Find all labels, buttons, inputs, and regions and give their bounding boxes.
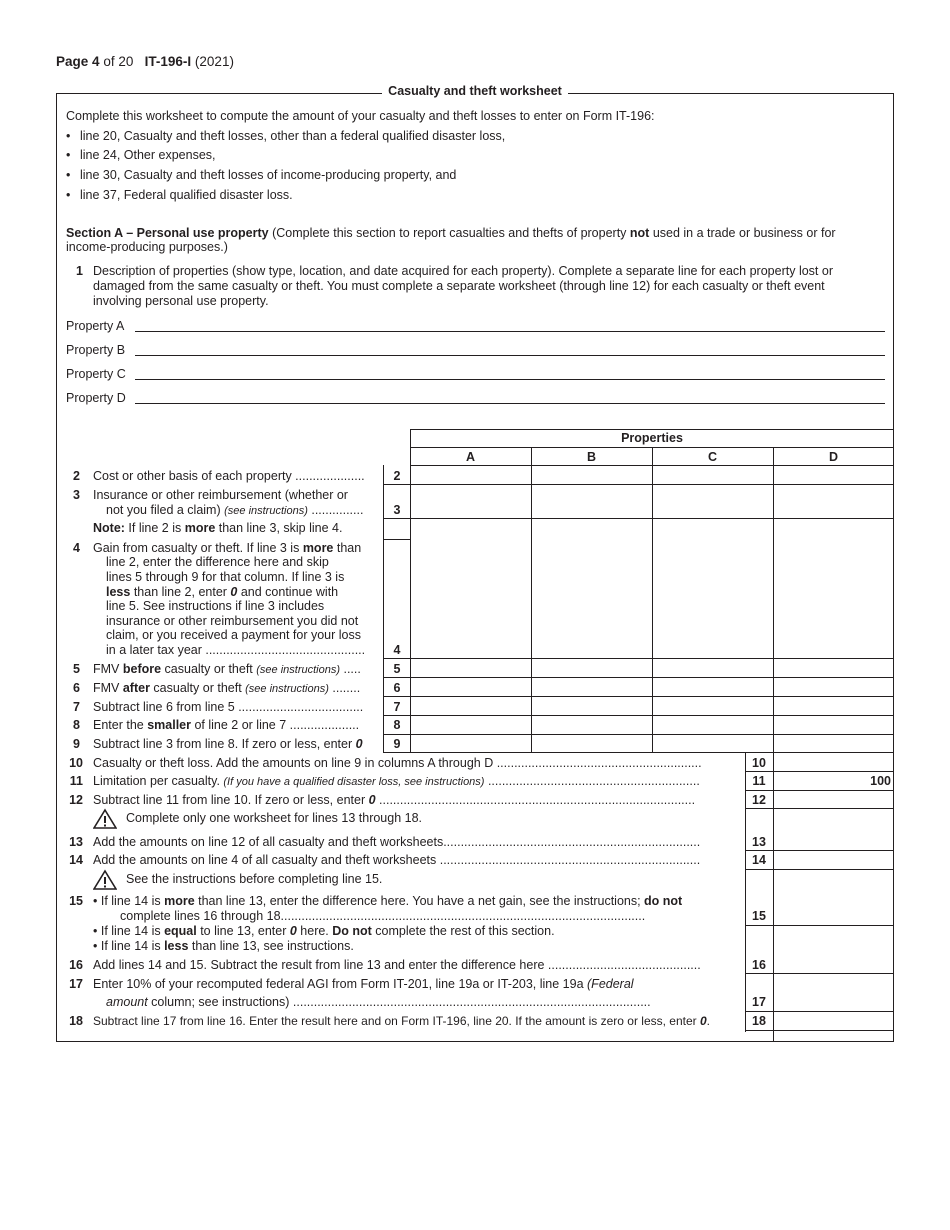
line8-text: of line 2 or line 7 .................... [190,718,360,732]
line5-bold: before [122,662,162,676]
note-text: than line 3, skip line 4. [215,521,343,535]
bullet-item: • line 30, Casualty and theft losses of income-producing property, and [66,168,457,182]
line15-text: here. [296,924,333,938]
page-label: Page [56,54,89,69]
line6-dots: ........ [328,681,361,695]
line17-ital: (Federal [587,977,634,991]
property-d-field[interactable] [135,403,885,404]
line4-text: insurance or other reimbursement you did not [106,614,359,628]
line8-text [93,718,359,732]
line-box-number: 9 [393,737,401,751]
line-number: 3 [73,488,80,502]
table-rule [383,752,894,753]
line9-text [93,737,363,751]
table-vrule [652,447,653,752]
section-a-text: used in a trade or business or for [649,226,836,240]
table-rule [383,734,894,735]
table-rule [383,518,894,519]
line6-bold: after [122,681,150,695]
table-rule [383,539,411,540]
line2-text: Cost or other basis of each property .................... [93,469,365,483]
table-rule [410,429,894,430]
line9-text: Subtract line 3 from line 8. If zero or less, enter [93,737,356,751]
line-box-number: 17 [752,995,766,1009]
line-number: 2 [73,469,80,483]
line-box-number: 8 [393,718,401,732]
line3-text-ital: (see instructions) [224,505,308,517]
table-rule [745,869,894,870]
line4-text [93,541,361,555]
warning-text: Complete only one worksheet for lines 13 through 18. [126,811,423,825]
line3-text-post: ............... [307,503,364,517]
line15-text: • If line 14 is [93,894,165,908]
bullet-item: • line 24, Other expenses, [66,148,216,162]
table-rule [745,808,894,809]
table-rule [745,790,894,791]
section-a-not: not [629,226,650,240]
worksheet-title: Casualty and theft worksheet [382,84,568,98]
line-number: 12 [69,793,83,807]
line14-text: Add the amounts on line 4 of all casualty and theft worksheets ........................................................................... [93,853,701,867]
line18-text: Subtract line 17 from line 16. Enter the result here and on Form IT-196, line 20. If the amount is zero or less, enter [93,1014,700,1028]
table-rule [383,696,894,697]
line4-text: than line 2, enter [130,585,231,599]
line-box-number: 3 [393,503,401,517]
page-number: 4 [92,54,100,69]
line4-text [106,585,338,599]
line-box-number: 2 [393,469,401,483]
line-box-number: 18 [752,1014,766,1028]
line4-bold: more [302,541,334,555]
line15-text: than line 13, enter the difference here. You have a net gain, see the instructions; [194,894,645,908]
table-rule [745,771,894,772]
warning-icon [93,808,117,830]
warning-text: See the instructions before completing line 15. [126,872,383,886]
table-rule [745,850,894,851]
line17-text-cont [106,995,651,1009]
line15-text: than line 13, see instructions. [188,939,354,953]
line1-text: damaged from the same casualty or theft. You must complete a separate worksheet (through line 12) for each casualty or theft event [93,279,825,293]
line5-ital: (see instructions) [256,664,341,676]
line4-text: claim, or you received a payment for your loss [106,628,361,642]
line4-text: in a later tax year .............................................. [106,643,366,657]
line12-zero: 0 [368,793,376,807]
column-c-header: C [707,450,718,464]
property-a-label: Property A [66,319,125,333]
form-year: (2021) [194,54,234,69]
line-box-number: 14 [752,853,766,867]
line15-text-cont: complete lines 16 through 18......................................................................................................... [120,909,646,923]
bullet-text: line 24, Other expenses, [80,148,216,162]
line12-dots: ........................................................................................... [375,793,696,807]
warning-icon [93,869,117,891]
line3-text-cont [106,503,363,517]
line4-text: line 5. See instructions if line 3 includes [106,599,325,613]
line-number: 8 [73,718,80,732]
line17-text: Enter 10% of your recomputed federal AGI from Form IT-201, line 19a or IT-203, line 19a [93,977,588,991]
line16-text: Add lines 14 and 15. Subtract the result from line 13 and enter the difference here ............................................ [93,958,701,972]
line4-bold: less [106,585,131,599]
property-b-label: Property B [66,343,126,357]
section-a-title: Section A – Personal use property [66,226,269,240]
note-text: If line 2 is [124,521,185,535]
table-rule [383,677,894,678]
line-number: 5 [73,662,80,676]
line-number: 18 [69,1014,83,1028]
worksheet-intro: Complete this worksheet to compute the amount of your casualty and theft losses to enter on Form IT-196: [66,109,655,123]
table-rule [383,484,894,485]
line15-text: complete the rest of this section. [371,924,555,938]
line-number: 14 [69,853,83,867]
line-number: 10 [69,756,83,770]
properties-header: Properties [621,431,683,445]
line-box-number: 7 [393,700,401,714]
line17-text: column; see instructions) ....................................................................................................... [147,995,651,1009]
section-a-text-cont: income-producing purposes.) [66,240,228,254]
table-rule [383,658,894,659]
line1-text: Description of properties (show type, location, and date acquired for each property). Complete a separate line for each property lost or [93,264,833,278]
table-vrule [531,447,532,752]
line-box-number: 6 [393,681,401,695]
section-a-text: (Complete this section to report casualties and thefts of property [268,226,630,240]
line-number: 7 [73,700,80,714]
line13-text: Add the amounts on line 12 of all casualty and theft worksheets.......................................................................... [93,835,701,849]
line-number: 13 [69,835,83,849]
column-b-header: B [586,450,597,464]
line11-value[interactable]: 100 [870,774,891,788]
line15-bold: do not [644,894,683,908]
note-bold: more [184,521,216,535]
line5-dots: ..... [340,662,361,676]
line-box-number: 11 [752,774,766,788]
line15-text: • If line 14 is [93,924,165,938]
property-a-field[interactable] [135,331,885,332]
line6-ital: (see instructions) [245,683,329,695]
line18-zero: 0 [699,1014,707,1028]
table-vrule [773,447,774,1042]
line6-text: casualty or theft [149,681,246,695]
line15-bullet [93,924,555,938]
property-b-field[interactable] [135,355,885,356]
line9-zero: 0 [355,737,363,751]
worksheet-title-wrap [0,84,950,98]
line-number: 16 [69,958,83,972]
line15-bold: Do not [332,924,372,938]
line4-text: line 2, enter the difference here and skip [106,555,329,569]
line4-zero: 0 [230,585,238,599]
line11-dots: ............................................................. [484,774,700,788]
page-of: of 20 [103,54,134,69]
line4-text: than [333,541,362,555]
line3-note [93,521,342,535]
line-box-number: 5 [393,662,401,676]
line-box-number: 15 [752,909,766,923]
line18-text [93,1014,710,1028]
line15-bullet [93,939,354,953]
line5-text: casualty or theft [161,662,257,676]
line15-text: • If line 14 is [93,939,165,953]
line-box-number: 16 [752,958,766,972]
line4-text: Gain from casualty or theft. If line 3 is [93,541,303,555]
line1-text: involving personal use property. [93,294,269,308]
table-rule [745,1011,894,1012]
line-number: 11 [69,774,83,788]
line15-bold: less [164,939,189,953]
line4-text: lines 5 through 9 for that column. If line 3 is [106,570,345,584]
column-a-header: A [465,450,476,464]
line15-text: to line 13, enter [196,924,290,938]
bullet-text: line 20, Casualty and theft losses, other than a federal qualified disaster loss, [80,129,506,143]
page-header [56,54,234,69]
line5-text [93,662,361,676]
line11-ital: (If you have a qualified disaster loss, see instructions) [223,776,485,788]
line-box-number: 12 [752,793,766,807]
line11-text [93,774,700,788]
table-rule [745,973,894,974]
line-number: 15 [69,894,83,908]
table-rule [383,715,894,716]
line17-text [93,977,634,991]
line8-text: Enter the [93,718,148,732]
line-box-number: 10 [752,756,766,770]
form-id: IT-196-I [144,54,192,69]
property-c-label: Property C [66,367,126,381]
line12-text: Subtract line 11 from line 10. If zero or less, enter [93,793,369,807]
line-number: 17 [69,977,83,991]
line15-bullet [93,894,682,908]
line12-text [93,793,695,807]
note-label: Note: [93,521,125,535]
bullet-text: line 37, Federal qualified disaster loss. [80,188,293,202]
line17-ital: amount [106,995,148,1009]
line-number: 4 [73,541,80,555]
line-number: 9 [73,737,80,751]
column-d-header: D [828,450,839,464]
table-rule [745,1030,894,1031]
line11-text: Limitation per casualty. [93,774,224,788]
line3-text: Insurance or other reimbursement (whether or [93,488,348,502]
line8-bold: smaller [147,718,191,732]
bullet-text: line 30, Casualty and theft losses of income-producing property, and [80,168,457,182]
table-rule [745,925,894,926]
line3-text-pre: not you filed a claim) [106,503,225,517]
line7-text: Subtract line 6 from line 5 .................................... [93,700,364,714]
line-number: 1 [76,264,83,278]
line4-text: and continue with [237,585,339,599]
section-a-heading [66,226,836,240]
line6-text [93,681,360,695]
line15-bold: equal [164,924,197,938]
property-c-field[interactable] [135,379,885,380]
line-box-number: 4 [393,643,401,657]
line6-text: FMV [93,681,123,695]
line-box-number: 13 [752,835,766,849]
bullet-item: • line 37, Federal qualified disaster loss. [66,188,293,202]
bullet-item: • line 20, Casualty and theft losses, other than a federal qualified disaster loss, [66,129,506,143]
line10-text: Casualty or theft loss. Add the amounts on line 9 in columns A through D ........................................................... [93,756,702,770]
property-d-label: Property D [66,391,126,405]
line15-bold: more [164,894,195,908]
line5-text: FMV [93,662,123,676]
line15-zero: 0 [289,924,297,938]
line18-text: . [706,1014,711,1028]
line-number: 6 [73,681,80,695]
